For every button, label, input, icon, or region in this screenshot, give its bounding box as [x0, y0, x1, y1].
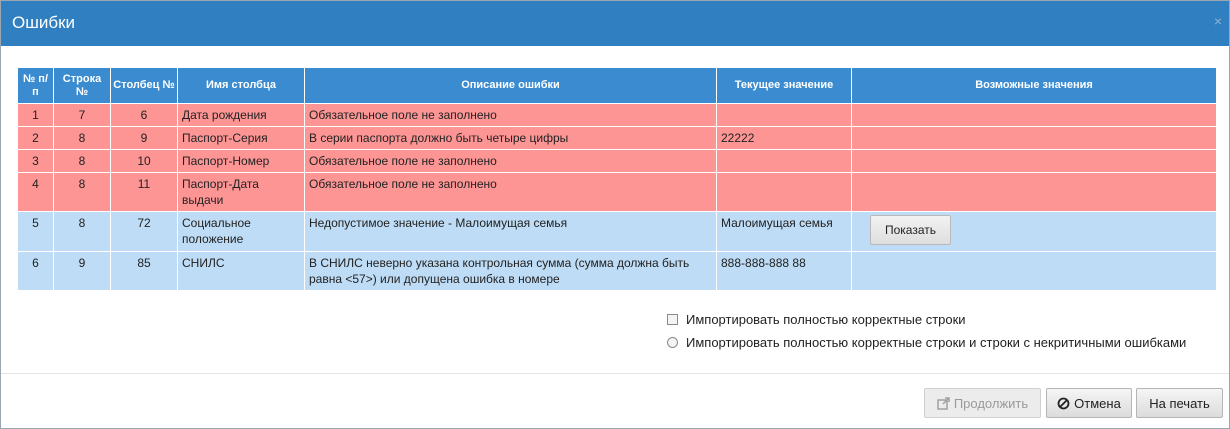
cell-col: 6: [111, 104, 178, 127]
cancel-button[interactable]: [1046, 388, 1132, 418]
table-row: [18, 173, 1217, 212]
print-label: На печать: [1149, 396, 1210, 411]
cell-num: 5: [18, 212, 54, 252]
cell-possible-values: [852, 252, 1217, 291]
cell-current-value: 22222: [717, 127, 852, 150]
cell-possible-values: [852, 173, 1217, 212]
table-row: [18, 150, 1217, 173]
cell-possible-values: [852, 212, 1217, 252]
cell-col: 85: [111, 252, 178, 291]
cell-row: 8: [54, 173, 111, 212]
cell-row: 7: [54, 104, 111, 127]
cell-error-description: Обязательное поле не заполнено: [305, 104, 717, 127]
cell-current-value: [717, 104, 852, 127]
dialog-title: Ошибки: [12, 13, 76, 32]
cell-col: 72: [111, 212, 178, 252]
ban-icon: [1057, 397, 1070, 410]
dialog-titlebar: [1, 1, 1229, 46]
header-current-value: Текущее значение: [717, 68, 852, 104]
cell-error-description: В СНИЛС неверно указана контрольная сумма (сумма должна быть равна <57>) или допущена ошибка в номере: [305, 252, 717, 291]
cell-num: 2: [18, 127, 54, 150]
cell-possible-values: [852, 104, 1217, 127]
cell-error-description: Обязательное поле не заполнено: [305, 173, 717, 212]
cell-error-description: В серии паспорта должно быть четыре цифры: [305, 127, 717, 150]
cell-column-name: Паспорт-Серия: [178, 127, 305, 150]
header-error-description: Описание ошибки: [305, 68, 717, 104]
cell-error-description: Недопустимое значение - Малоимущая семья: [305, 212, 717, 252]
table-row: [18, 252, 1217, 291]
import-correct-option[interactable]: [667, 312, 966, 327]
cell-col: 9: [111, 127, 178, 150]
cell-num: 4: [18, 173, 54, 212]
table-row: [18, 212, 1217, 252]
table-row: [18, 104, 1217, 127]
cell-possible-values: [852, 127, 1217, 150]
continue-button[interactable]: [924, 388, 1041, 418]
cell-column-name: Паспорт-Дата выдачи: [178, 173, 305, 212]
cell-current-value: Малоимущая семья: [717, 212, 852, 252]
cell-col: 11: [111, 173, 178, 212]
table-header-row: [18, 68, 1217, 104]
header-row: Строка №: [54, 68, 111, 104]
import-noncritical-option[interactable]: [667, 335, 1186, 350]
cell-possible-values: [852, 150, 1217, 173]
cell-num: 6: [18, 252, 54, 291]
header-num: № п/п: [18, 68, 54, 104]
cell-current-value: [717, 150, 852, 173]
import-noncritical-label: Импортировать полностью корректные строки и строки с некритичными ошибками: [686, 335, 1187, 350]
import-noncritical-radio[interactable]: [667, 337, 678, 348]
header-col: Столбец №: [111, 68, 178, 104]
header-column-name: Имя столбца: [178, 68, 305, 104]
cell-num: 1: [18, 104, 54, 127]
cell-current-value: 888-888-888 88: [717, 252, 852, 291]
cell-col: 10: [111, 150, 178, 173]
cell-row: 8: [54, 150, 111, 173]
cell-column-name: Дата рождения: [178, 104, 305, 127]
external-link-icon: [937, 397, 950, 410]
close-icon[interactable]: ×: [1213, 13, 1222, 29]
cell-num: 3: [18, 150, 54, 173]
cancel-label: Отмена: [1074, 396, 1121, 411]
import-correct-checkbox[interactable]: [667, 314, 678, 325]
cell-row: 8: [54, 212, 111, 252]
print-button[interactable]: [1136, 388, 1223, 418]
cell-column-name: СНИЛС: [178, 252, 305, 291]
continue-label: Продолжить: [953, 396, 1029, 411]
cell-column-name: Социальное положение: [178, 212, 305, 252]
cell-row: 9: [54, 252, 111, 291]
table-row: [18, 127, 1217, 150]
show-values-button[interactable]: Показать: [870, 215, 951, 245]
cell-error-description: Обязательное поле не заполнено: [305, 150, 717, 173]
cell-current-value: [717, 173, 852, 212]
footer-divider: [1, 373, 1229, 374]
header-possible-values: Возможные значения: [852, 68, 1217, 104]
errors-table: [17, 67, 1217, 291]
cell-column-name: Паспорт-Номер: [178, 150, 305, 173]
import-correct-label: Импортировать полностью корректные строки: [686, 312, 966, 327]
cell-row: 8: [54, 127, 111, 150]
